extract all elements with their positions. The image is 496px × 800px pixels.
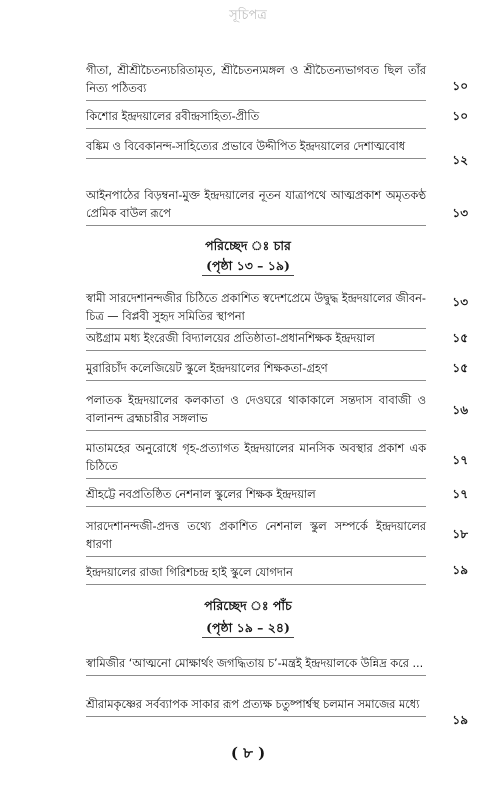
toc-entry xyxy=(86,440,426,479)
toc-entry-page: ১৩ xyxy=(452,206,468,220)
toc-entry-text: অষ্টগ্রাম মধ্য ইংরেজী বিদ্যালয়ের প্রতিষ্ঠাতা-প্রধানশিক্ষক ইন্দ্রদয়াল xyxy=(86,330,426,351)
toc-entry xyxy=(86,392,426,431)
toc-entry-text: শ্রীরামকৃষ্ণের সর্বব্যাপক সাকার রূপ প্রত্যক্ষ চতুষ্পার্শ্বস্থ চলমান সমাজের মধ্যে xyxy=(86,696,426,717)
toc-entry-page: ১৭ xyxy=(452,487,468,501)
toc-entry-page: ১৫ xyxy=(452,331,468,345)
toc-entry-page: ১৯ xyxy=(452,713,468,727)
toc-entry xyxy=(86,696,426,717)
toc-entry-page: ১৫ xyxy=(452,361,468,375)
toc-entry xyxy=(86,655,426,676)
toc-entry-text: আইনপাঠের বিড়ম্বনা-মুক্ত ইন্দ্রদয়ালের নূতন যাত্রাপথে আত্মপ্রকাশ অমৃতকণ্ঠ প্রেমিক বাউল রূপে xyxy=(86,187,426,226)
toc-entry xyxy=(86,138,426,159)
toc-entry xyxy=(86,330,426,351)
toc-entry xyxy=(86,62,426,101)
toc-entry-text: শ্রীহট্টে নবপ্রতিষ্ঠিত নেশনাল স্কুলের শিক্ষক ইন্দ্রদয়াল xyxy=(86,486,426,507)
toc-entry-page: ১০ xyxy=(452,109,468,123)
toc-entry xyxy=(86,518,426,557)
toc-entry-text: কিশোর ইন্দ্রদয়ালের রবীন্দ্রসাহিত্য-প্রীতি xyxy=(86,108,426,129)
chapter-heading: পরিচ্ছেদ ঃ পাঁচ xyxy=(204,598,292,613)
folio-page-number: ( ৮ ) xyxy=(230,744,266,762)
toc-entry-page: ১৮ xyxy=(452,527,468,541)
toc-entry-page: ১৩ xyxy=(452,295,468,309)
toc-entry-page: ১৭ xyxy=(452,453,468,467)
toc-entry-page: ১৬ xyxy=(452,403,468,417)
toc-entry xyxy=(86,564,426,585)
toc-entry-page: ১০ xyxy=(452,79,468,93)
toc-entry-text: মুরারিচাঁদ কলেজিয়েট স্কুলে ইন্দ্রদয়ালের শিক্ষকতা-গ্রহণ xyxy=(86,360,426,381)
toc-entry-text: ইন্দ্রদয়ালের রাজা গিরিশচন্দ্র হাই স্কুলে যোগদান xyxy=(86,564,426,585)
toc-entry-text: মাতামহের অনুরোধে গৃহ-প্রত্যাগত ইন্দ্রদয়ালের মানসিক অবস্থার প্রকাশ এক চিঠিতে xyxy=(86,440,426,479)
chapter-heading: পরিচ্ছেদ ঃ চার xyxy=(205,238,291,253)
toc-entry xyxy=(86,290,426,329)
chapter-page-range-text: (পৃষ্ঠা ১৩ – ১৯) xyxy=(202,258,294,276)
toc-entry xyxy=(86,360,426,381)
toc-entry-page: ১২ xyxy=(452,153,468,167)
page-heading: সূচিপত্র xyxy=(229,8,267,23)
chapter-page-range-text: (পৃষ্ঠা ১৯ – ২৪) xyxy=(202,620,294,638)
toc-entry-text: স্বামিজীর ‘আত্মনো মোক্ষার্থং জগদ্ধিতায় চ’-মন্ত্রই ইন্দ্রদয়ালকে উন্নিদ্র করে ... xyxy=(86,655,426,676)
toc-entry-text: বঙ্কিম ও বিবেকানন্দ-সাহিত্যের প্রভাবে উদ্দীপিত ইন্দ্রদয়ালের দেশাত্মবোধ xyxy=(86,138,426,159)
toc-entry-page: ১৯ xyxy=(452,563,468,577)
chapter-page-range xyxy=(0,620,496,640)
chapter-page-range xyxy=(0,258,496,278)
toc-entry-text: গীতা, শ্রীশ্রীচৈতন্যচরিতামৃত, শ্রীচৈতন্যমঙ্গল ও শ্রীচৈতন্যভাগবত ছিল তাঁর নিত্য পঠিতব্য xyxy=(86,62,426,101)
toc-entry-text: স্বামী সারদেশানন্দজীর চিঠিতে প্রকাশিত স্বদেশপ্রেমে উদ্বুদ্ধ ইন্দ্রদয়ালের জীবন-চিত্র — বিপ্লবী সুহৃদ সমিতির স্থাপনা xyxy=(86,290,426,329)
toc-entry xyxy=(86,486,426,507)
toc-entry xyxy=(86,108,426,129)
toc-entry-text: পলাতক ইন্দ্রদয়ালের কলকাতা ও দেওঘরে থাকাকালে সন্তদাস বাবাজী ও বালানন্দ ব্রহ্মচারীর সঙ্গলাভ xyxy=(86,392,426,431)
toc-entry-text: সারদেশানন্দজী-প্রদত্ত তথ্যে প্রকাশিত নেশনাল স্কুল সম্পর্কে ইন্দ্রদয়ালের ধারণা xyxy=(86,518,426,557)
toc-entry xyxy=(86,187,426,226)
